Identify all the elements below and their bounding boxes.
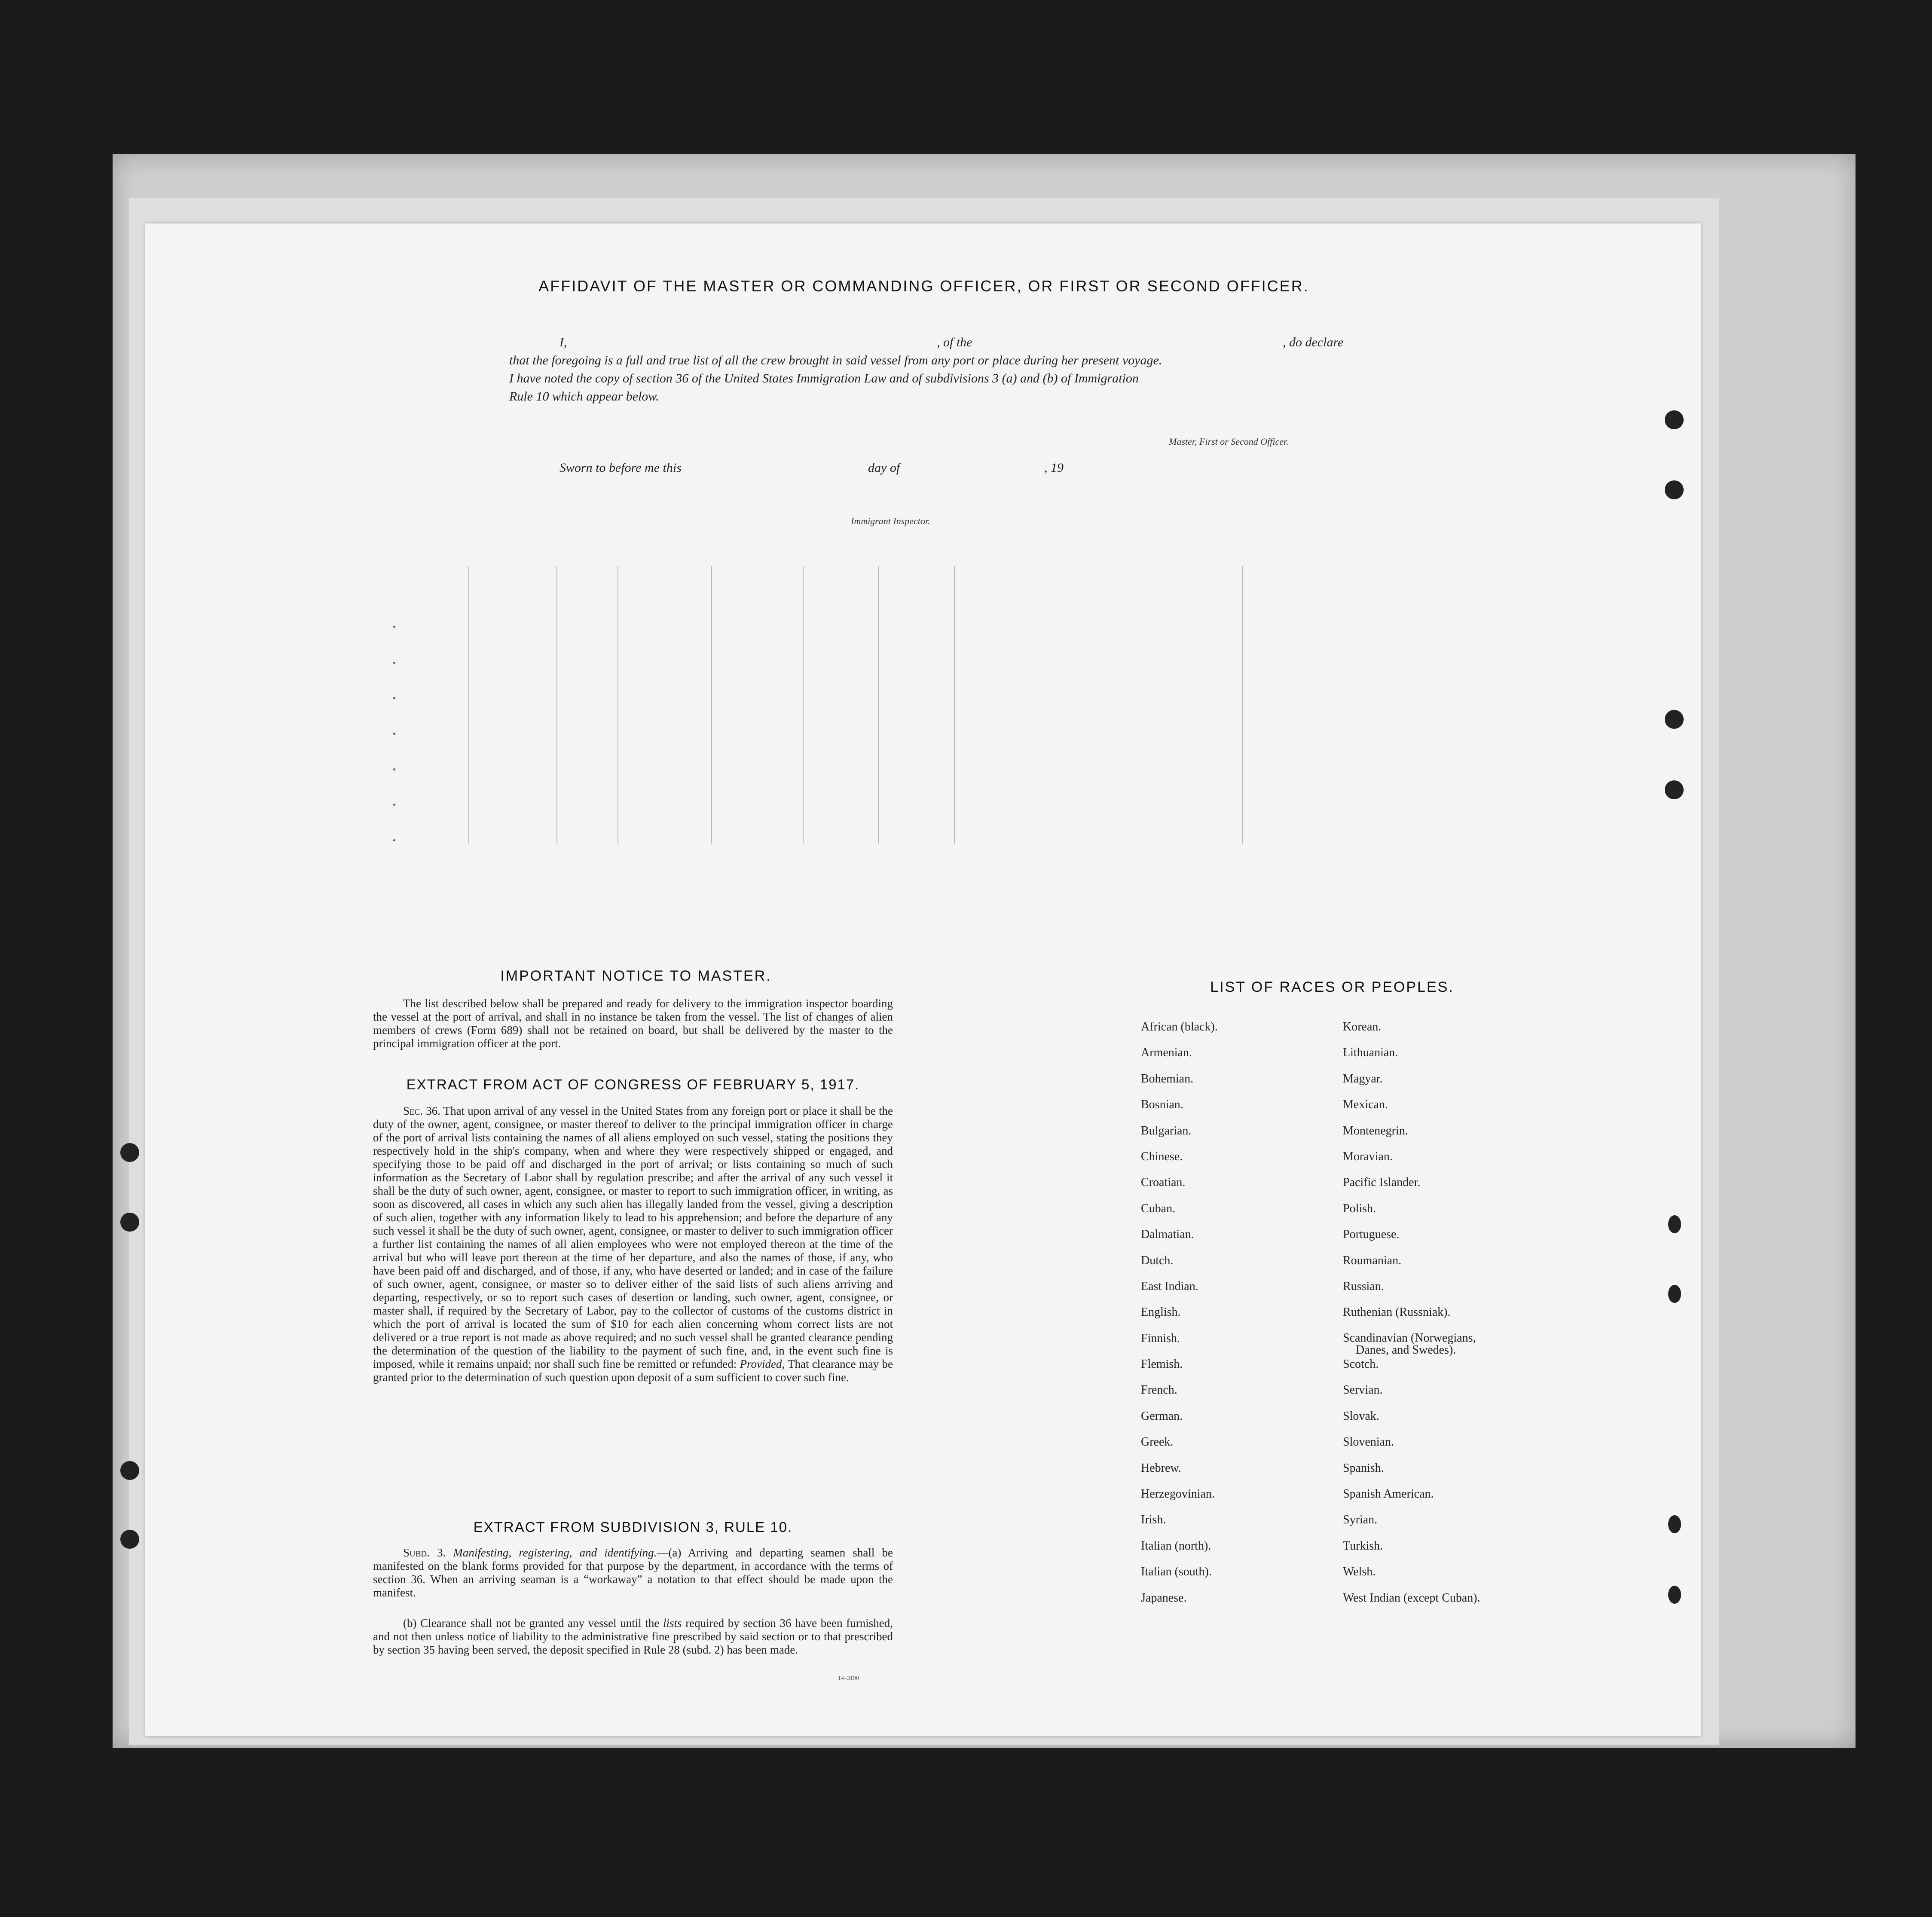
form-column-line: [556, 566, 557, 844]
race-item-left: French.: [1141, 1383, 1177, 1397]
section-label: Sec. 36.: [403, 1104, 440, 1117]
race-item-left: Chinese.: [1141, 1150, 1183, 1163]
extract-act-text: [373, 1104, 893, 1384]
part-b-text-2: required by section 36 have been furnished, and not then unless notice of liability to the administrative fine prescribed by said section or to that prescribed by section 35 having been served, the deposit specified in Rule 28 (subd. 2) has been made.: [373, 1617, 893, 1656]
day-of-text: day of: [868, 461, 900, 475]
declaration-line-4: Rule 10 which appear below.: [509, 389, 659, 404]
race-item-left: Hebrew.: [1141, 1461, 1181, 1475]
form-dot: [393, 804, 395, 806]
race-item-left: Flemish.: [1141, 1357, 1183, 1371]
race-item-right: Slovak.: [1343, 1409, 1379, 1423]
master-signature-label: Master, First or Second Officer.: [1169, 436, 1289, 447]
race-item-left: Bohemian.: [1141, 1072, 1194, 1085]
race-item-left: Bulgarian.: [1141, 1124, 1192, 1137]
sworn-before-text: Sworn to before me this: [559, 461, 682, 475]
race-item-left: Dalmatian.: [1141, 1228, 1194, 1241]
race-item-right: Korean.: [1343, 1020, 1382, 1033]
race-item-right: Mexican.: [1343, 1098, 1388, 1112]
subdivision-label: Subd. 3.: [403, 1546, 446, 1559]
race-item-left: Dutch.: [1141, 1254, 1174, 1267]
race-item-left: African (black).: [1141, 1020, 1218, 1033]
race-item-right: Turkish.: [1343, 1539, 1383, 1553]
punch-hole-right-6: [1668, 1285, 1681, 1303]
race-item-continuation: Danes, and Swedes).: [1356, 1343, 1456, 1357]
race-item-left: Italian (north).: [1141, 1539, 1211, 1553]
form-dot: [393, 733, 395, 735]
race-item-left: Cuban.: [1141, 1202, 1176, 1215]
race-item-left: East Indian.: [1141, 1279, 1198, 1293]
section-36-text-end: That clearance may be granted prior to the determination of such question upon deposit of a sum sufficient to cover such fine.: [373, 1357, 893, 1384]
race-item-right: Russian.: [1343, 1279, 1384, 1293]
race-item-right: Scotch.: [1343, 1357, 1379, 1371]
race-item-right: Montenegrin.: [1343, 1124, 1408, 1137]
race-item-right: Magyar.: [1343, 1072, 1383, 1085]
race-item-right: Pacific Islander.: [1343, 1176, 1421, 1189]
punch-hole-right-4: [1665, 780, 1684, 799]
extract-act-heading: EXTRACT FROM ACT OF CONGRESS OF FEBRUARY 5, 1917.: [406, 1076, 860, 1092]
races-left-column: [1141, 1021, 1321, 1617]
declaration-of-the: , of the: [937, 335, 972, 349]
race-item-left: Japanese.: [1141, 1591, 1187, 1605]
declaration-i: I,: [559, 335, 567, 349]
part-b-text-1: (b) Clearance shall not be granted any vessel until the: [403, 1617, 660, 1630]
affidavit-heading: AFFIDAVIT OF THE MASTER OR COMMANDING OFFICER, OR FIRST OR SECOND OFFICER.: [538, 277, 1309, 295]
form-dot: [393, 626, 395, 628]
extract-rule-heading: EXTRACT FROM SUBDIVISION 3, RULE 10.: [473, 1519, 793, 1535]
race-item-right: Scandinavian (Norwegians, Danes, and Swedes).: [1343, 1331, 1476, 1357]
race-item-right: Roumanian.: [1343, 1254, 1402, 1267]
form-column-line: [954, 566, 955, 844]
race-item-right: Spanish American.: [1343, 1487, 1434, 1501]
important-notice-heading: IMPORTANT NOTICE TO MASTER.: [500, 968, 772, 984]
race-item-right: Moravian.: [1343, 1150, 1393, 1163]
form-dot: [393, 662, 395, 664]
subdivision-title: Manifesting, registering, and identifying.: [453, 1546, 657, 1559]
race-item-left: Herzegovinian.: [1141, 1487, 1215, 1501]
race-item-right: Welsh.: [1343, 1565, 1376, 1579]
form-column-line: [1242, 566, 1243, 844]
race-item-left: Irish.: [1141, 1513, 1166, 1527]
race-item-right: Lithuanian.: [1343, 1046, 1398, 1060]
punch-hole-left-1: [120, 1143, 139, 1162]
form-column-line: [878, 566, 879, 844]
races-heading: LIST OF RACES OR PEOPLES.: [1210, 979, 1454, 995]
race-item-left: Armenian.: [1141, 1046, 1192, 1060]
race-item-right: Slovenian.: [1343, 1435, 1394, 1449]
punch-hole-left-2: [120, 1213, 139, 1232]
punch-hole-left-3: [120, 1461, 139, 1480]
form-number: 14–3190: [838, 1675, 859, 1682]
punch-hole-right-8: [1668, 1586, 1681, 1604]
punch-hole-right-2: [1665, 480, 1684, 499]
race-item-right: Portuguese.: [1343, 1228, 1400, 1241]
extract-rule-part-a: [373, 1546, 893, 1599]
race-item-left: Finnish.: [1141, 1331, 1180, 1345]
race-item-left: German.: [1141, 1409, 1183, 1423]
form-dot: [393, 697, 395, 699]
declaration-do-declare: , do declare: [1283, 335, 1344, 349]
form-column-line: [468, 566, 469, 844]
part-b-lists-word: lists: [663, 1617, 682, 1630]
part-a-text: —(a) Arriving and departing seamen shall be manifested on the blank forms provided for that purpose by the department, in accordance with the terms of section 36. When an arriving seaman is a “workaway” a notation to that effect should be made upon the manifest.: [373, 1546, 893, 1599]
important-notice-text: The list described below shall be prepared and ready for delivery to the immigration inspector boarding the vessel at the port of arrival, and shall in no instance be taken from the vessel. The list of changes of alien members of crews (Form 689) shall not be retained on board, but shall be delivered by the master to the principal immigration officer at the port.: [373, 997, 893, 1050]
race-item-right: Ruthenian (Russniak).: [1343, 1306, 1451, 1319]
inspector-signature-label: Immigrant Inspector.: [851, 516, 930, 526]
punch-hole-right-7: [1668, 1515, 1681, 1533]
year-text: , 19: [1044, 461, 1064, 475]
race-item-right: Syrian.: [1343, 1513, 1378, 1527]
race-item-right: West Indian (except Cuban).: [1343, 1591, 1480, 1605]
declaration-line-3: I have noted the copy of section 36 of the United States Immigration Law and of subdivisions 3 (a) and (b) of Immigration: [509, 371, 1139, 385]
races-right-column: [1343, 1021, 1584, 1617]
race-item-right: Spanish.: [1343, 1461, 1384, 1475]
extract-rule-part-b: [373, 1617, 893, 1657]
declaration-line-2: that the foregoing is a full and true list of all the crew brought in said vessel from any port or place during her present voyage.: [509, 353, 1162, 367]
race-item-right: Polish.: [1343, 1202, 1376, 1215]
race-item-left: English.: [1141, 1306, 1181, 1319]
race-item-right: Servian.: [1343, 1383, 1383, 1397]
section-36-text: That upon arrival of any vessel in the United States from any foreign port or place it shall be the duty of the owner, agent, consignee, or master thereof to deliver to the principal immigration officer in charge of the port of arrival lists containing the names of all aliens employed on such vessel, stating the positions they respectively hold in the ship's company, when and where they were respectively shipped or engaged, and specifying those to be paid off and discharged in the port of arrival; or lists containing so much of such information as the Secretary of Labor shall by regulation prescribe; and after the arrival of any such vessel it shall be the duty of such owner, agent, consignee, or master to report to such immigration officer, in writing, as soon as discovered, all cases in which any such alien has illegally landed from the vessel, giving a description of such alien, together with any information likely to lead to his apprehension; and before the departure of any such vessel it shall be the duty of such owner, agent, consignee, or master to deliver to such immigration officer a further list containing the names of all alien employees who were not employed thereon at the time of the arrival but who will leave port thereon at the time of her departure, and also the names of those, if any, who have been paid off and discharged, and of those, if any, who have deserted or landed; and in case of the failure of such owner, agent, consignee, or master so to deliver either of the said lists of such aliens arriving and departing, respectively, or so to report such cases of desertion or landing, such owner, agent, consignee, or master shall, if required by the Secretary of Labor, pay to the collector of customs of the customs district in which the port of arrival is located the sum of $10 for each alien concerning whom correct lists are not delivered or a true report is not made as above required; and no such vessel shall be granted clearance pending the determination of the question of the liability to the payment of such fine, and, in the event such fine is imposed, while it remains unpaid; nor shall such fine be remitted or refunded:: [373, 1104, 893, 1370]
race-item-left: Croatian.: [1141, 1176, 1186, 1189]
form-dot: [393, 768, 395, 770]
form-dot: [393, 839, 395, 841]
punch-hole-left-4: [120, 1530, 139, 1549]
race-item-left: Bosnian.: [1141, 1098, 1183, 1112]
form-column-line: [711, 566, 712, 844]
punch-hole-right-3: [1665, 710, 1684, 729]
form-column-line: [803, 566, 804, 844]
race-item-left: Italian (south).: [1141, 1565, 1212, 1579]
punch-hole-right-1: [1665, 410, 1684, 429]
race-item-left: Greek.: [1141, 1435, 1174, 1449]
punch-hole-right-5: [1668, 1215, 1681, 1233]
provided-word: Provided,: [740, 1357, 785, 1370]
